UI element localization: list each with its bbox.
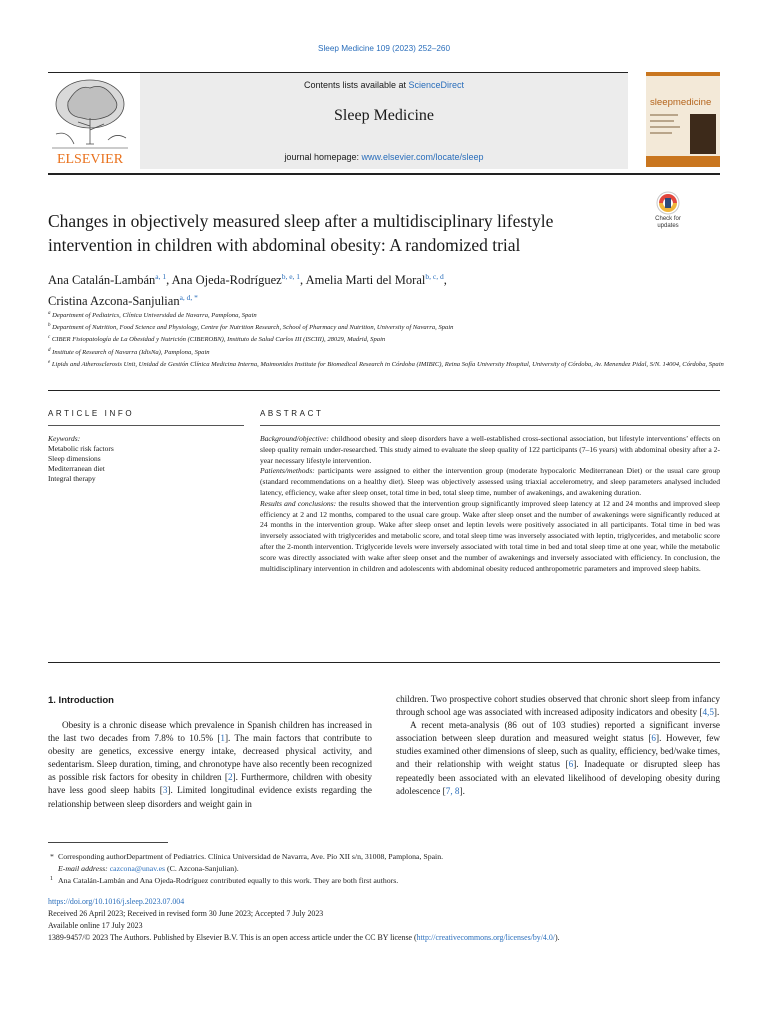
article-info-rule bbox=[48, 425, 244, 426]
elsevier-wordmark: ELSEVIER bbox=[56, 152, 124, 167]
affiliation-mark: c bbox=[48, 335, 51, 341]
corresponding-author-footnote bbox=[48, 851, 728, 863]
body-text: A recent meta-analysis (86 out of 103 studies) reported a significant inverse association between sleep duration and measured weight status [ bbox=[396, 720, 720, 744]
introduction-heading: 1. Introduction bbox=[48, 695, 114, 706]
equal-contribution-text: Ana Catalán-Lambán and Ana Ojeda-Rodríguez contributed equally to this work. They are both first authors. bbox=[58, 876, 399, 885]
citation-ref-link[interactable]: 1 bbox=[220, 733, 225, 744]
body-text: ]. Furthermore, children with obesity have less good sleep habits [ bbox=[48, 772, 372, 796]
author-name[interactable]: Amelia Marti del Moral bbox=[305, 273, 426, 288]
author-name[interactable]: Ana Ojeda-Rodríguez bbox=[171, 273, 282, 288]
intro-paragraph-1-continued bbox=[396, 693, 720, 719]
author-affiliation-marks[interactable]: a, 1 bbox=[155, 272, 167, 281]
body-text: ]. The main factors that contribute to obesity are genetics, excessive energy intake, decreased physical activity, and sedentarism. Sleep duration, timing, and chronotype have also recently been recognized as possible risk factors for obesity in children [ bbox=[48, 733, 372, 783]
license-prefix: 1389-9457/© 2023 The Authors. Published by Elsevier B.V. This is an open access article under the CC BY license ( bbox=[48, 933, 417, 942]
citation-ref-link[interactable]: 6 bbox=[568, 759, 574, 770]
body-column-right bbox=[396, 693, 720, 798]
author-list bbox=[48, 268, 648, 310]
author-separator: , bbox=[300, 273, 306, 288]
journal-citation[interactable]: Sleep Medicine 109 (2023) 252–260 bbox=[317, 44, 450, 53]
abstract-section-label: Results and conclusions: bbox=[260, 498, 337, 508]
footnotes bbox=[48, 851, 728, 887]
intro-paragraph-2 bbox=[396, 719, 720, 798]
keyword-item[interactable]: Metabolic risk factors bbox=[48, 444, 114, 453]
license-suffix: ). bbox=[554, 933, 560, 942]
abstract-section-text: childhood obesity and sleep disorders have a well-established cross-sectional association, but lifestyle interventions’ effects on sleep quality remain under-researched. This study aimed to evaluate the sleep quality of 122 participants (7–16 years) with abdominal obesity after a 2-year necessary lifestyle intervention. bbox=[260, 434, 720, 465]
author-name[interactable]: Cristina Azcona-Sanjulian bbox=[48, 294, 180, 309]
keywords-label: Keywords: bbox=[48, 434, 81, 443]
journal-cover-thumbnail[interactable] bbox=[646, 72, 720, 167]
affiliation-item bbox=[48, 333, 728, 345]
check-updates-line2: updates bbox=[657, 223, 679, 229]
affiliation-item bbox=[48, 358, 728, 370]
abstract-bottom-rule bbox=[48, 662, 720, 663]
email-label: E-mail address: bbox=[58, 864, 108, 873]
footnote-mark: * bbox=[50, 852, 54, 861]
check-updates-line1: Check for bbox=[655, 216, 681, 222]
abstract-section-methods bbox=[260, 466, 720, 498]
keywords-block bbox=[48, 434, 244, 484]
publication-info bbox=[48, 896, 728, 944]
author-affiliation-marks[interactable]: a, d, * bbox=[179, 293, 198, 303]
affiliation-item bbox=[48, 309, 728, 321]
citation-ref-link[interactable]: 4,5 bbox=[702, 707, 714, 718]
citation-ref-link[interactable]: 8 bbox=[454, 785, 460, 796]
citation-ref-link[interactable]: 7, bbox=[445, 785, 453, 796]
body-text: ]. bbox=[459, 785, 465, 796]
affiliation-mark: e bbox=[48, 359, 51, 365]
abstract-heading: ABSTRACT bbox=[260, 409, 324, 418]
footnote-rule bbox=[48, 842, 168, 843]
email-footnote bbox=[48, 863, 728, 875]
author-name[interactable]: Ana Catalán-Lambán bbox=[48, 273, 156, 288]
license-link[interactable]: http://creativecommons.org/licenses/by/4.0/ bbox=[416, 933, 555, 942]
affiliations bbox=[48, 309, 728, 370]
citation-ref-link[interactable]: 6 bbox=[651, 733, 657, 744]
affiliation-mark: d bbox=[48, 347, 51, 353]
author-affiliation-marks[interactable]: b, c, d bbox=[425, 272, 444, 281]
affiliation-item bbox=[48, 346, 728, 358]
abstract-section-label: Background/objective: bbox=[260, 434, 329, 443]
author-separator: , bbox=[166, 273, 172, 288]
citation-ref-link[interactable]: 2 bbox=[227, 772, 233, 783]
article-info-top-rule bbox=[48, 390, 720, 391]
affiliation-text: Department of Pediatrics, Clínica Universidad de Navarra, Pamplona, Spain bbox=[50, 312, 257, 320]
abstract-section-background bbox=[260, 434, 720, 466]
abstract-rule bbox=[260, 425, 720, 426]
abstract-body bbox=[260, 434, 720, 574]
author-separator: , bbox=[443, 273, 447, 288]
citation-ref-link[interactable]: 3 bbox=[162, 785, 168, 796]
affiliation-text: Department of Nutrition, Food Science and Physiology, Centre for Nutrition Research, School of Pharmacy and Nutrition, University of Navarra, Spain bbox=[50, 324, 454, 332]
abstract-section-results bbox=[260, 499, 720, 575]
journal-cover-image bbox=[646, 72, 720, 167]
journal-homepage-link[interactable]: www.elsevier.com/locate/sleep bbox=[361, 152, 484, 162]
elsevier-tree-logo-icon[interactable] bbox=[48, 74, 132, 168]
body-text: children. Two prospective cohort studies observed that chronic short sleep from infancy through school age was associated with increased adiposity indicators and obesity [ bbox=[396, 694, 720, 718]
affiliation-text: Lipids and Atherosclerosis Unit, Unidad de Gestión Clínica Medicina Interna, Maimonides Institute for Biomedical Research in Córdoba (IMIBIC), Reina Sofía University Hospital, University of Córdoba, Av. Menendez Pidal, S/N. 14004, Córdoba, Spain bbox=[50, 360, 724, 368]
contents-line bbox=[140, 80, 628, 90]
body-column-left bbox=[48, 719, 372, 811]
body-text: ]. bbox=[713, 707, 720, 718]
available-online: Available online 17 July 2023 bbox=[48, 921, 143, 930]
cover-title: sleepmedicine bbox=[650, 97, 712, 108]
received-dates: Received 26 April 2023; Received in revised form 30 June 2023; Accepted 7 July 2023 bbox=[48, 909, 324, 918]
header-bottom-rule bbox=[48, 173, 720, 175]
body-text: ]. Limited longitudinal evidence exists regarding the relationship between sleep disorders and weight gain in bbox=[48, 785, 372, 809]
body-text: ]. Inadequate or disrupted sleep has repeatedly been associated with an elevated likelihood of developing obesity during adolescence [ bbox=[396, 759, 720, 796]
author-affiliation-marks[interactable]: b, e, 1 bbox=[281, 272, 301, 281]
affiliation-item bbox=[48, 321, 728, 333]
check-for-updates-badge[interactable] bbox=[645, 190, 691, 232]
email-suffix: (C. Azcona-Sanjulian). bbox=[165, 864, 239, 873]
footnote-mark: 1 bbox=[50, 876, 53, 882]
article-info-heading: ARTICLE INFO bbox=[48, 409, 135, 418]
affiliation-text: Institute of Research of Navarra (IdisNa), Pamplona, Spain bbox=[50, 348, 210, 356]
equal-contribution-footnote bbox=[48, 875, 728, 887]
abstract-section-label: Patients/methods: bbox=[260, 466, 315, 476]
journal-homepage-line bbox=[140, 152, 628, 162]
affiliation-mark: b bbox=[48, 323, 51, 329]
homepage-prefix: journal homepage: bbox=[284, 152, 362, 162]
abstract-section-text: participants were assigned to either the intervention group (moderate hypocaloric Mediterranean Diet) or the usual care group (standard recommendations on a healthy diet). Sleep was objectively assessed using triaxial accelerometry, and sleep parameters analysed included latency, efficiency, wake after sleep onset, total time in bed, total sleep time, number of awakenings, and awakening duration. bbox=[260, 466, 720, 497]
license-line bbox=[48, 932, 728, 944]
corresponding-author-text: Corresponding authorDepartment of Pediatrics. Clínica Universidad de Navarra, Ave. Pío XII s/n, 31008, Pamplona, Spain. bbox=[58, 852, 444, 861]
affiliation-text: CIBER Fisiopatología de La Obesidad y Nutrición (CIBEROBN), Instituto de Salud Carlos III (ISCIII), 28029, Madrid, Spain bbox=[50, 336, 386, 344]
affiliation-mark: a bbox=[48, 311, 51, 316]
email-link[interactable]: cazcona@unav.es bbox=[109, 864, 166, 873]
keyword-item[interactable]: Mediterranean diet bbox=[48, 464, 105, 473]
keyword-item[interactable]: Sleep dimensions bbox=[48, 454, 101, 463]
body-text: ]. However, few studies examined other dimensions of sleep, such as quality, efficiency, bed/wake times, and their relationship with weight status [ bbox=[396, 733, 721, 770]
abstract-section-text: the results showed that the intervention group significantly improved sleep latency at 12 and 24 months and improved sleep efficiency at 2 and 12 months, compared to the usual care group. Wake after sleep onset and the number of awakenings were significantly reduced at 24 months in the intervention group. Wake after sleep onset and leptin levels were positively associated in all participants. Total time in bed was inversely associated with triglycerides and metabolic score, and total sleep time was inversely associated with leptin, triglycerides, and metabolic score after the 2-month intervention. Triglyceride levels were inversely associated with total time in bed and total sleep time at one year, while the metabolic score was directly associated with wake after sleep onset and the number of awakenings and inversely associated with efficiency. In conclusion, the multidisciplinary intervention in children and adolescents with abdominal obesity reduced anthropometric parameters and improved sleep habits. bbox=[260, 498, 720, 573]
article-title: Changes in objectively measured sleep after a multidisciplinary lifestyle intervention in children with abdominal obesity: A randomized trial bbox=[48, 211, 554, 255]
contents-prefix: Contents lists available at bbox=[303, 80, 409, 90]
intro-paragraph-1 bbox=[48, 719, 372, 811]
journal-title: Sleep Medicine bbox=[334, 107, 434, 124]
sciencedirect-link[interactable]: ScienceDirect bbox=[408, 80, 465, 90]
doi-link[interactable]: https://doi.org/10.1016/j.sleep.2023.07.004 bbox=[48, 897, 185, 906]
body-text: Obesity is a chronic disease which prevalence in Spanish children has increased in the last two decades from 7.8% to 10.5% [ bbox=[48, 720, 372, 744]
keyword-item[interactable]: Integral therapy bbox=[48, 474, 96, 483]
